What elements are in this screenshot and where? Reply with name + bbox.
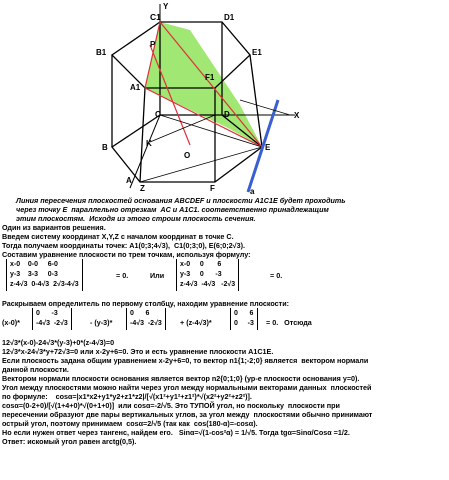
hexagonal-prism-figure [0, 0, 449, 195]
line-5: Вектором нормали плоскости основания является вектор n2{0;1;0} (ур-е плоскости основания y=0). [2, 374, 360, 383]
term-4: = 0. Отсюда [264, 318, 312, 327]
label-a1: A1 [130, 83, 141, 92]
determinant-row [2, 259, 447, 299]
label-o: O [184, 151, 191, 160]
label-f1: F1 [205, 73, 215, 82]
term-1: (x-0)* [2, 318, 20, 327]
label-b1: B1 [96, 48, 107, 57]
label-p: P [150, 40, 156, 49]
or-label: Или [150, 271, 165, 280]
label-e: E [265, 143, 271, 152]
expand-line: Раскрываем определитель по первому столбцу, находим уравнение плоскости: [2, 299, 290, 308]
solution-line-3: Тогда получаем координаты точек: A1(0;3;4√3), C1(0;3;0), E(6;0;2√3). [2, 241, 246, 250]
term-3: + (z-4√3)* [178, 318, 212, 327]
label-c: C [155, 110, 161, 119]
label-a: A [126, 176, 132, 185]
line-12: Ответ: искомый угол равен arctg(0,5). [2, 437, 137, 446]
line-4: данной плоскости. [2, 365, 69, 374]
line-10: острый угол, поэтому принимаем cosα=2/√5 (так как cos(180-α)=-cosα). [2, 419, 258, 428]
label-d1: D1 [224, 13, 235, 22]
label-z: Z [140, 184, 145, 193]
label-c1: C1 [150, 12, 161, 22]
solution-text [2, 196, 447, 446]
solution-line-1: Один из вариантов решения. [2, 223, 106, 232]
line-3: Если плоскость задана общим уравнением x-2y+6=0, то вектор n1{1;-2;0} является вектором нормали [2, 356, 369, 365]
line-9: пересечении образуют две пары вертикальных углов, за угол между плоскостями обычно принимают [2, 410, 373, 419]
label-e1: E1 [252, 48, 262, 57]
line-1: 12√3*(x-0)-24√3*(y-3)+0*(z-4√3)=0 [2, 338, 115, 347]
line-2: 12√3*x-24√3*y+72√3=0 или x-2y+6=0. Это и есть уравнение плоскости A1C1E. [2, 347, 274, 356]
intro-line-3: этим плоскостям. Исходя из этого строим плоскость сечения. [16, 214, 256, 223]
minor-1: 0 -3 -4√3 -2√3 [32, 308, 72, 330]
label-line-a: a [250, 187, 255, 195]
line-7: по формуле: cosα=|x1*x2+y1*y2+z1*z2|/[√(x1²+y1²+z1²)*√(x2²+y2²+z2²)]. [2, 392, 252, 401]
determinant-1-eq: = 0. [116, 271, 129, 280]
label-k: K [146, 139, 152, 148]
label-x: X [294, 111, 300, 120]
minor-3: 0 6 0 -3 [230, 308, 258, 330]
intro-line-1: Линия пересечения плоскостей основания ABCDEF и плоскости A1C1E будет проходить [16, 196, 346, 205]
label-f: F [210, 184, 215, 193]
intro-line-2: через точку E параллельно отрезкам AC и A1C1. соответственно принадлежащим [16, 205, 329, 214]
x-axis-ray [240, 100, 290, 115]
intersection-line-a [248, 100, 278, 192]
expansion-row [2, 308, 447, 338]
determinant-2: x-0 0 6 y-3 0 -3 z-4√3 -4√3 -2√3 [176, 259, 239, 291]
determinant-2-eq: = 0. [270, 271, 283, 280]
line-6: Угол между плоскостями можно найти через угол между нормальными векторами данных плоскостей [2, 383, 372, 392]
line-8: cosα=(0-2+0)/[√(1+4+0)*√(0+1+0)] или cosα=-2/√5. Это ТУПОЙ угол, но поскольку плоскости при [2, 401, 340, 410]
determinant-1: x-0 0-0 6-0 y-3 3-3 0-3 z-4√3 0-4√3 2√3-4√3 [6, 259, 83, 291]
solution-line-2: Введем систему координат X,Y,Z с началом координат в точке C. [2, 232, 234, 241]
label-y: Y [163, 2, 169, 11]
minor-2: 0 6 -4√3 -2√3 [126, 308, 166, 330]
label-d: D [224, 110, 230, 119]
term-2: - (y-3)* [88, 318, 113, 327]
label-b: B [102, 143, 108, 152]
line-11: Но если нужен ответ через тангенс, найдем его. Sinα=√(1-cos²α) = 1/√5. Тогда tgα=Sinα/Cosα =1/2. [2, 428, 350, 437]
solution-line-4: Составим уравнение плоскости по трем точкам, используя формулу: [2, 250, 251, 259]
